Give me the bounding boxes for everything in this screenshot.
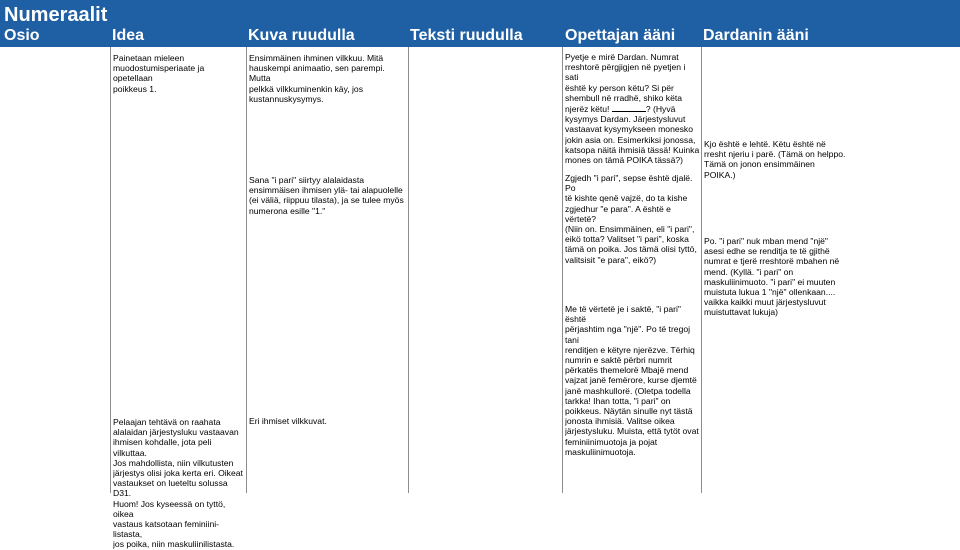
script-table (0, 47, 960, 550)
column-header-osio: Osio (4, 27, 40, 44)
page-title: Numeraalit (4, 4, 108, 26)
idea-cell: Pelaajan tehtävä on raahata alalaidan järjestysluku vastaavan ihmisen kohdalle, jota peli vilkuttaa. Jos mahdollista, niin vilkutusten järjestys olisi joka kerta eri. Oikeat vastaukset on lueteltu solussa D31. Huom! Jos kyseessä on tyttö, oikea vastaus katsotaan feminiini-listasta, jos poika, niin maskuliinilistasta. (113, 417, 243, 550)
answer-blank (612, 103, 646, 112)
opettajan-aani-cell: Me të vërtetë je i saktë, "i pari" është përjashtim nga "një". Po të tregoj tani renditjen e këtyre njerëzve. Tërhiq numrin e saktë përbri numrit përkatës themelorë Mbajë mend vajzat janë femërore, kurse djemtë janë mashkullorë. (Oletpa todella tarkka! Ihan totta, "i pari" on poikkeus. Näytän sinulle nyt tästä jonosta ihmisiä. Valitse oikea järjestysluku. Muista, että tytöt ovat feminiinimuotoja ja pojat maskuliinimuotoja. (565, 304, 699, 457)
kuva-cell: Sana "i pari" siirtyy alalaidasta ensimmäisen ihmisen ylä- tai alapuolelle (ei väliä, riippuu tilasta), ja se tulee myös numerona esille "1." (249, 175, 404, 216)
column-divider (408, 47, 409, 493)
column-divider (110, 47, 111, 493)
column-header-dardanin-aani: Dardanin ääni (703, 27, 809, 44)
column-divider (246, 47, 247, 493)
idea-cell: Painetaan mieleen muodostumisperiaate ja opetellaan poikkeus 1. (113, 53, 205, 94)
opettajan-aani-cell: Zgjedh "i pari", sepse është djalë. Po të kishte qenë vajzë, do ta kishe zgjedhur "e para". A është e vërtetë? (Niin on. Ensimmäinen, eli "i pari", eikö totta? Valitset "i pari", koska tämä on poika. Jos tämä olisi tyttö, valitsisit "e para", eikö?) (565, 173, 697, 265)
column-header-kuva-ruudulla: Kuva ruudulla (248, 27, 355, 44)
dardanin-aani-cell: Kjo është e lehtë. Këtu është në rresht njeriu i parë. (Tämä on helppo. Tämä on jonon ensimmäinen POIKA.) (704, 139, 846, 180)
dardanin-aani-cell: Po. "i pari" nuk mban mend "një" asesi edhe se renditja te të gjithë numrat e tjerë rreshtorë mbahen në mend. (Kyllä. "i pari" on maskuliinimuoto. "i pari" ei muuten muistuta lukua 1 "një" ollenkaan.... vaikka kaikki muut järjestysluvut muistuttavat lukuja) (704, 236, 840, 318)
kuva-cell: Ensimmäinen ihminen vilkkuu. Mitä hauskempi animaatio, sen parempi. Mutta pelkkä vilkkuminenkin käy, jos kustannuskysymys. (249, 53, 385, 104)
column-header-idea: Idea (112, 27, 145, 44)
opettajan-aani-cell (565, 52, 701, 165)
cell-text: Pyetje e mirë Dardan. Numrat rreshtorë përgjigjen në pyetjen i sati është ky person këtu? Si për shembull në rradhë, shiko këta njerëz këtu! (565, 52, 686, 115)
column-header-teksti-ruudulla: Teksti ruudulla (410, 27, 523, 44)
cell-text: ? (Hyvä kysymys Dardan. Järjestysluvut vastaavat kysymykseen monesko jokin asia on. Esimerkiksi jonossa, katsopa näitä ihmisiä tässä! Kuinka mones on tämä POIKA tässä?) (565, 104, 700, 166)
kuva-cell: Eri ihmiset vilkkuvat. (249, 416, 327, 426)
column-divider (701, 47, 702, 493)
column-header-opettajan-aani: Opettajan ääni (565, 27, 676, 44)
column-divider (562, 47, 563, 493)
header-banner (0, 0, 960, 47)
